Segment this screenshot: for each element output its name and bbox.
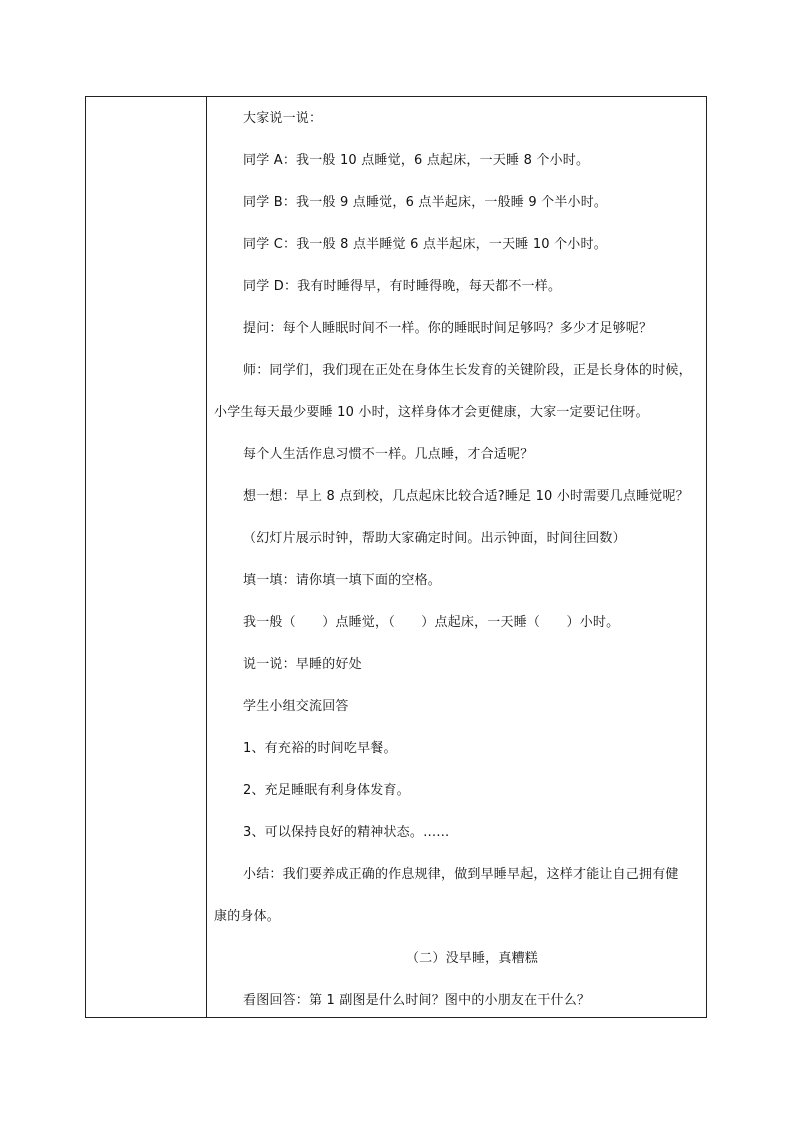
text-line: 同学 B：我一般 9 点睡觉，6 点半起床，一般睡 9 个半小时。 bbox=[243, 195, 608, 210]
text-line: 说一说：早睡的好处 bbox=[243, 657, 362, 672]
text-line: 同学 C：我一般 8 点半睡觉 6 点半起床，一天睡 10 个小时。 bbox=[243, 237, 607, 252]
table-left-column bbox=[86, 97, 207, 1017]
text-line: 小结：我们要养成正确的作息规律，做到早睡早起，这样才能让自己拥有健 bbox=[243, 867, 679, 882]
text-line: 同学 D：我有时睡得早，有时睡得晚，每天都不一样。 bbox=[243, 279, 562, 294]
text-line: （幻灯片展示时钟，帮助大家确定时间。出示钟面，时间往回数） bbox=[243, 531, 626, 546]
table-content-column bbox=[208, 97, 706, 1017]
list-item: 3、可以保持良好的精神状态。…… bbox=[243, 825, 450, 840]
text-line: 填一填：请你填一填下面的空格。 bbox=[243, 573, 442, 588]
text-line: 师：同学们，我们现在正处在身体生长发育的关键阶段，正是长身体的时候， bbox=[243, 363, 692, 378]
text-line: 康的身体。 bbox=[214, 909, 281, 924]
list-item: 2、充足睡眠有利身体发育。 bbox=[243, 783, 410, 798]
text-line: 同学 A：我一般 10 点睡觉，6 点起床，一天睡 8 个小时。 bbox=[243, 153, 590, 168]
section-heading: （二）没早睡，真糟糕 bbox=[405, 951, 538, 966]
text-line: 每个人生活作息习惯不一样。几点睡，才合适呢？ bbox=[243, 447, 534, 462]
text-line: 小学生每天最少要睡 10 小时，这样身体才会更健康，大家一定要记住呀。 bbox=[214, 405, 649, 420]
text-line: 学生小组交流回答 bbox=[243, 699, 349, 714]
text-line: 我一般（ ）点睡觉，（ ）点起床，一天睡（ ）小时。 bbox=[243, 615, 620, 630]
text-line: 大家说一说： bbox=[243, 111, 323, 126]
text-line: 想一想：早上 8 点到校，几点起床比较合适?睡足 10 小时需要几点睡觉呢？ bbox=[243, 489, 689, 504]
lesson-table bbox=[85, 96, 707, 1018]
text-line: 提问：每个人睡眠时间不一样。你的睡眠时间足够吗？多少才足够呢？ bbox=[243, 321, 653, 336]
list-item: 1、有充裕的时间吃早餐。 bbox=[243, 741, 397, 756]
text-line: 看图回答：第 1 副图是什么时间？图中的小朋友在干什么？ bbox=[243, 993, 591, 1008]
